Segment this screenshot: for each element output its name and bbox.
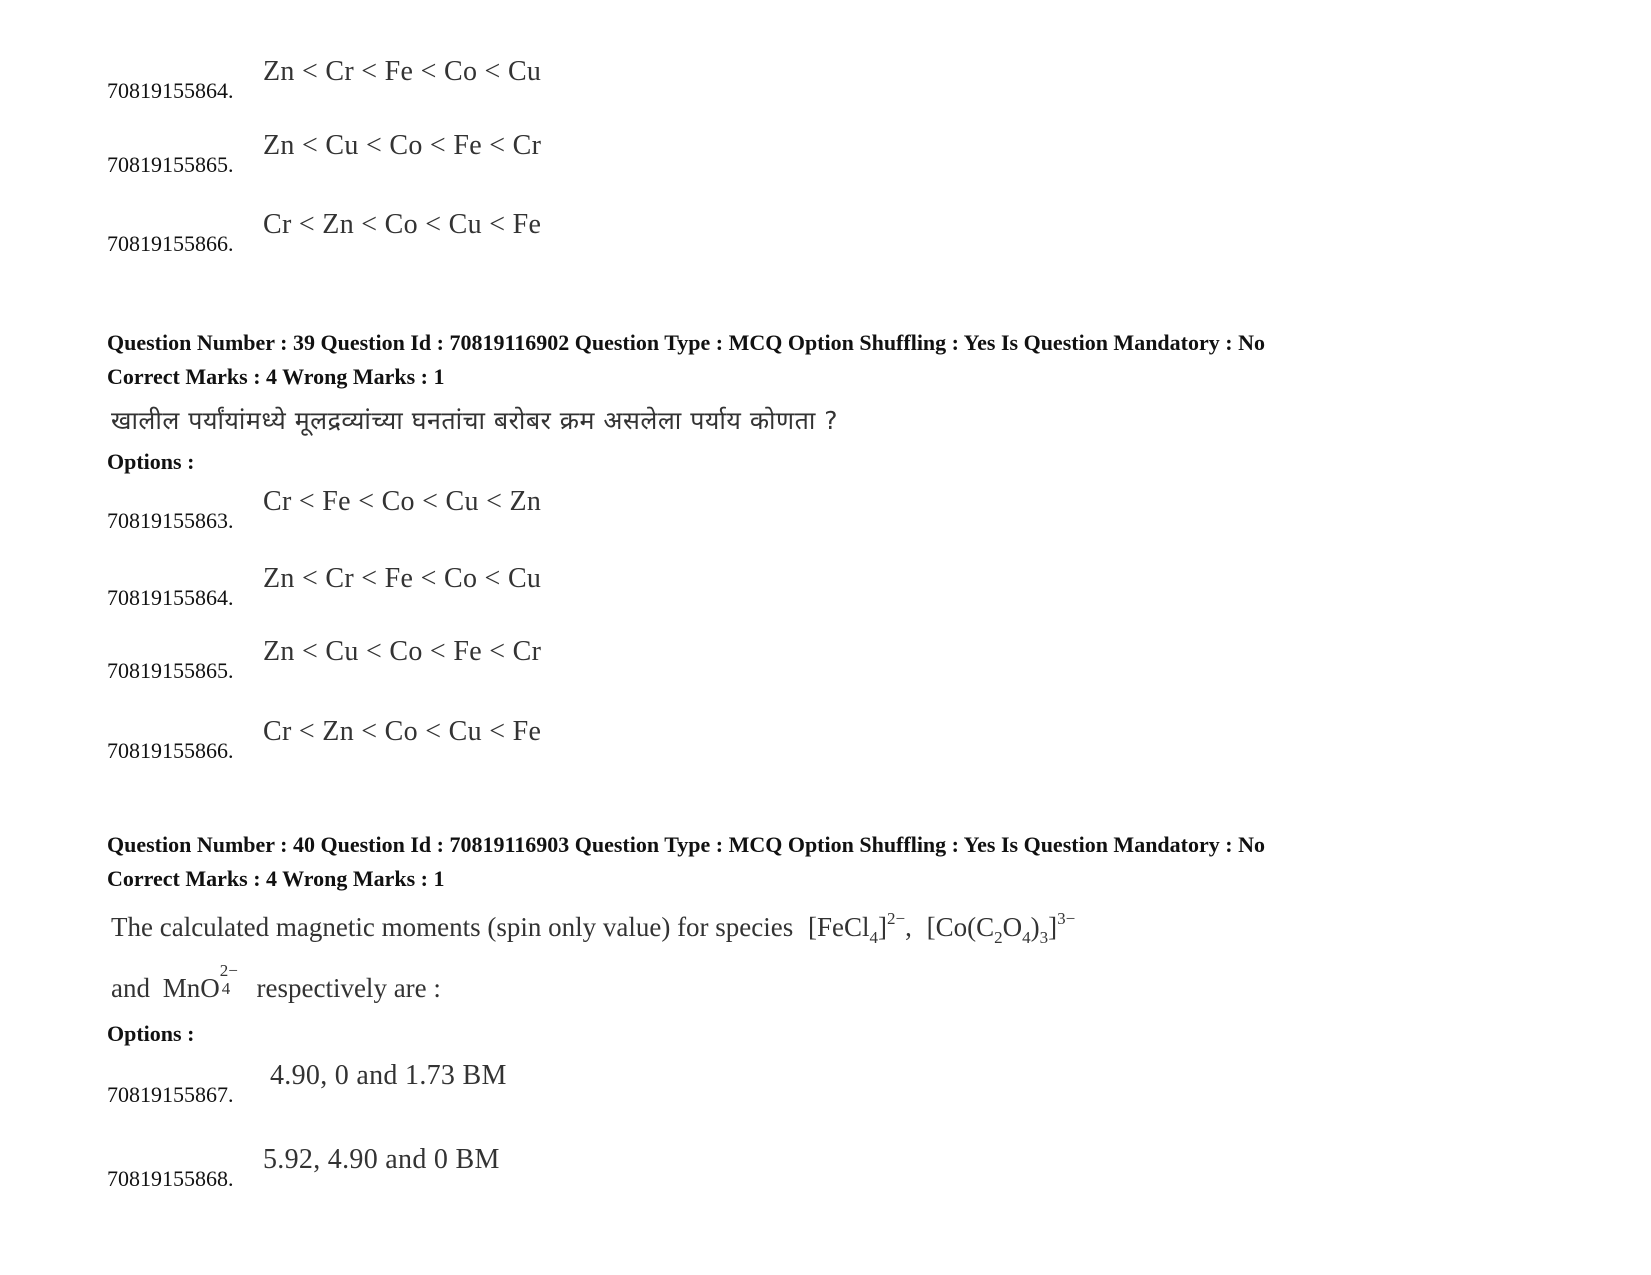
option-text: Cr < Zn < Co < Cu < Fe [263,716,542,747]
option-id: 70819155865. [107,658,234,683]
formula-mno4: MnO 2− 4 [162,961,238,1003]
formula-separator: , [905,912,912,942]
option-id: 70819155867. [107,1082,234,1107]
option-text: Cr < Zn < Co < Cu < Fe [263,209,542,240]
formula-cooxalate: $[Co(C_2O_4)_3]^{3-}$ [926,909,1076,947]
option-id: 70819155865. [107,152,234,177]
question-meta: Question Number : 40 Question Id : 70819116903 Question Type : MCQ Option Shuffling : Yes Is Question Mandatory : No [107,832,1265,857]
question-suffix: respectively are : [256,973,441,1003]
option-id: 70819155866. [107,231,234,256]
option-text: Cr < Fe < Co < Cu < Zn [263,486,542,517]
option-text: Zn < Cr < Fe < Co < Cu [263,563,542,594]
question-meta: Question Number : 39 Question Id : 70819116902 Question Type : MCQ Option Shuffling : Yes Is Question Mandatory : No [107,330,1265,355]
options-label: Options : [107,1021,195,1046]
option-text: Zn < Cu < Co < Fe < Cr [263,130,542,161]
option-text: 5.92, 4.90 and 0 BM [263,1144,500,1175]
question-text-line2 [111,961,441,1004]
option-id: 70819155868. [107,1166,234,1191]
question-text: खालील पर्यांयांमध्ये मूलद्रव्यांच्या घनतांचा बरोबर क्रम असलेला पर्याय कोणता ? [111,406,839,435]
option-id: 70819155864. [107,585,234,610]
question-and: and [111,973,150,1003]
question-marks: Correct Marks : 4 Wrong Marks : 1 [107,866,445,891]
option-id: 70819155866. [107,738,234,763]
question-prefix: The calculated magnetic moments (spin only value) for species [111,912,794,942]
option-text: Zn < Cr < Fe < Co < Cu [263,56,542,87]
option-text: 4.90, 0 and 1.73 BM [270,1060,507,1091]
question-marks: Correct Marks : 4 Wrong Marks : 1 [107,364,445,389]
option-text: Zn < Cu < Co < Fe < Cr [263,636,542,667]
option-id: 70819155863. [107,508,234,533]
formula-fecl4: [FeCl$_4$]$^{2-}$ [808,909,906,947]
question-text [111,909,1076,947]
option-id: 70819155864. [107,78,234,103]
options-label: Options : [107,449,195,474]
